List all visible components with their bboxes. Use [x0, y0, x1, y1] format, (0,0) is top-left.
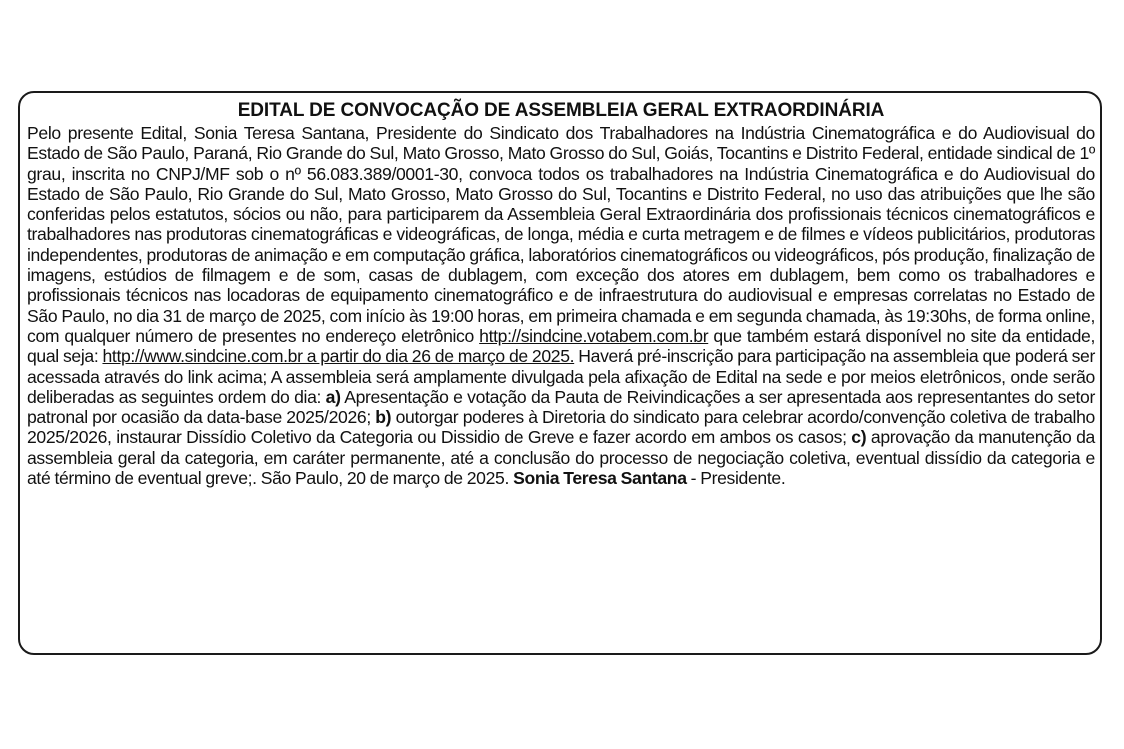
- item-a-text: Apresentação e votação da Pauta de Reivindicações a ser apresentada aos representantes do setor patronal por ocasião da data-base 2025/2026;: [27, 386, 1095, 428]
- text-after-link: que também estará disponível no site da entidade, qual seja:: [27, 325, 1095, 367]
- item-c-marker: c): [851, 427, 867, 448]
- item-b-marker: b): [375, 407, 392, 428]
- notice-box: [18, 91, 1102, 655]
- intro-text: Pelo presente Edital, Sonia Teresa Santana, Presidente do Sindicato dos Trabalhadores na Indústria Cinematográfica e do Audiovisual do Estado de São Paulo, Paraná, Rio Grande do Sul, Mato Grosso, Mato Grosso do Sul, Goiás, Tocantins e Distrito Federal, entidade sindical de 1º grau, inscrita no CNPJ/MF sob o nº 56.083.389/0001-30, convoca todos os trabalhadores na Indústria Cinematográfica e do Audiovisual do Estado de São Paulo, Rio Grande do Sul, Mato Grosso, Mato Grosso do Sul, Tocantins e Distrito Federal, no uso das atribuições que lhe são conferidas pelos estatutos, sócios ou não, para participarem da Assembleia Geral Extraordinária dos profissionais técnicos cinematográficos e trabalhadores nas produtoras cinematográficas e videográficas, de longa, média e curta metragem e de filmes e vídeos publicitários, produtoras independentes, produtoras de animação e em computação gráfica, laboratórios cinematográficos ou videográficos, pós produção, finalização de imagens, estúdios de filmagem e de som, casas de dublagem, com exceção dos atores em dublagem, bem como os trabalhadores e profissionais técnicos nas locadoras de equipamento cinematográfico e de infraestrutura do audiovisual e empresas correlatas no Estado de São Paulo, no dia 31 de março de 2025, com início às 19:00 horas, em primeira chamada e em segunda chamada, às 19:30hs, de forma online, com qualquer número de presentes no endereço eletrônico: [27, 123, 1095, 346]
- item-b-text: outorgar poderes à Diretoria do sindicato para celebrar acordo/convenção coletiva de trabalho 2025/2026, instaurar Dissídio Coletivo da Categoria ou Dissidio de Greve e fazer acordo em ambos os casos;: [27, 407, 1095, 448]
- signatory-role: - Presidente.: [686, 468, 786, 489]
- signatory-name: Sonia Teresa Santana: [513, 468, 687, 489]
- notice-body: [27, 123, 1095, 488]
- votabem-link[interactable]: http://sindcine.votabem.com.br: [479, 325, 709, 346]
- notice-title: EDITAL DE CONVOCAÇÃO DE ASSEMBLEIA GERAL EXTRAORDINÁRIA: [237, 100, 885, 121]
- item-a-marker: a): [325, 386, 341, 407]
- sindcine-site-link[interactable]: http://www.sindcine.com.br a partir do dia 26 de março de 2025.: [102, 346, 575, 367]
- preinscricao-text: Haverá pré-inscrição para participação na assembleia que poderá ser acessada através do link acima; A assembleia será amplamente divulgada pela afixação de Edital na sede e por meios eletrônicos, onde serão deliberadas as seguintes ordem do dia:: [27, 346, 1096, 407]
- item-c-text: aprovação da manutenção da assembleia geral da categoria, em caráter permanente, até a conclusão do processo de negociação coletiva, eventual dissídio da categoria e até término de eventual greve;. São Paulo, 20 de março de 2025.: [27, 427, 1095, 489]
